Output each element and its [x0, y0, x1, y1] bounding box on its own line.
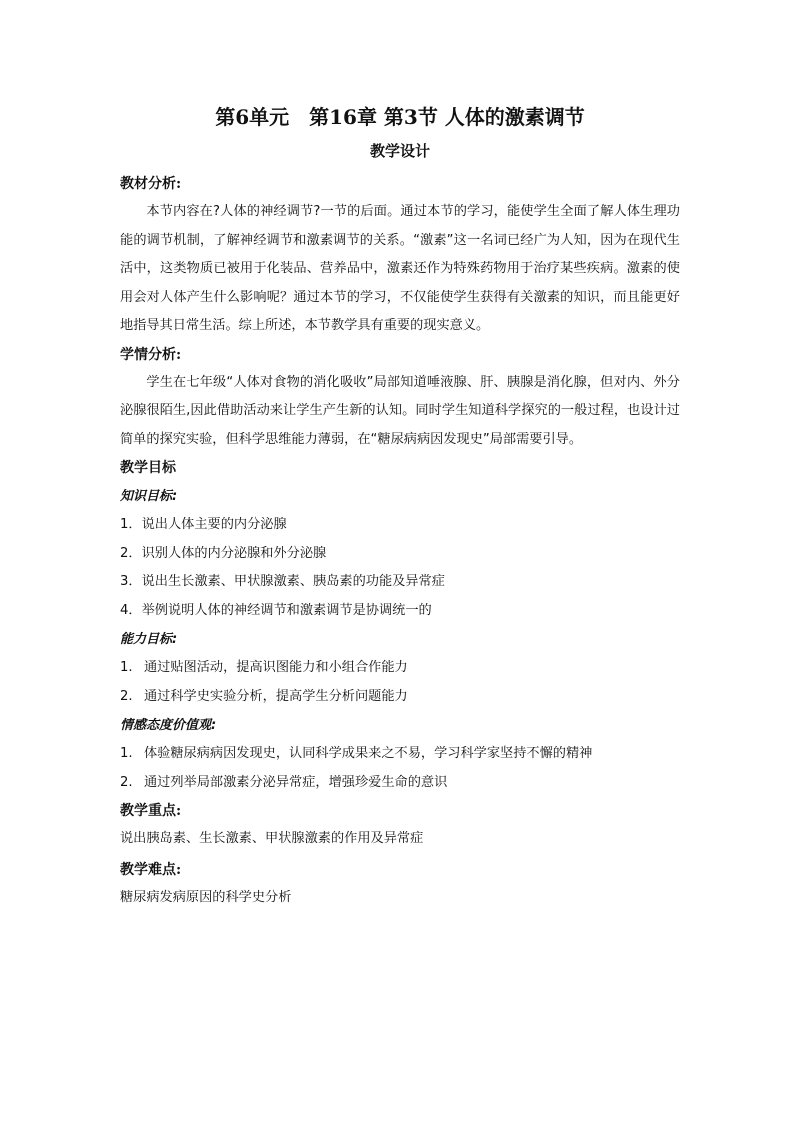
list-item	[120, 740, 680, 769]
list-item: 2．识别人体的内分泌腺和外分泌腺	[120, 545, 327, 561]
list-item: 3．说出生长激素、甲状腺激素、胰岛素的功能及异常症	[120, 574, 445, 589]
list-item: 1．说出人体主要的内分泌腺	[120, 517, 287, 532]
key-points-heading: 教学重点:	[120, 803, 182, 819]
list-item	[120, 683, 680, 712]
list-item: 4．举例说明人体的神经调节和激素调节是协调统一的	[120, 602, 432, 618]
objectives-section	[120, 454, 680, 797]
emotion-objectives-list	[120, 740, 680, 797]
list-item-number: 1.	[120, 746, 133, 761]
learner-analysis-section	[120, 341, 680, 455]
textbook-analysis-section	[120, 170, 680, 341]
difficult-points-heading: 教学难点:	[120, 861, 182, 878]
list-item	[120, 654, 680, 683]
list-item-text: 通过贴图活动，提高识图能力和小组合作能力	[144, 660, 408, 675]
difficult-points-section	[120, 856, 680, 913]
ability-objectives-list	[120, 654, 680, 711]
list-item-text: 通过列举局部激素分泌异常症，增强珍爱生命的意识	[144, 774, 448, 790]
list-item-number: 2.	[120, 688, 133, 704]
list-item-number: 1.	[120, 660, 133, 675]
list-item-number: 2.	[120, 774, 133, 790]
emotion-objectives-heading: 情感态度价值观:	[120, 718, 217, 733]
learner-analysis-paragraph: 学生在七年级“人体对食物的消化吸收”局部知道唾液腺、肝、胰腺是消化腺，但对内、外分泌腺很陌生,因此借助活动来让学生产生新的认知。同时学生知道科学探究的一般过程，也设计过简单的探究实验，但科学思维能力薄弱，在“糖尿病病因发现史”局部需要引导。	[120, 374, 680, 447]
objectives-heading: 教学目标	[120, 460, 176, 476]
key-points-text: 说出胰岛素、生长激素、甲状腺激素的作用及异常症	[120, 831, 424, 846]
textbook-analysis-heading: 教材分析:	[120, 176, 182, 192]
key-points-section	[120, 797, 680, 854]
ability-objectives-heading: 能力目标:	[120, 632, 178, 647]
document-title: 第6单元 第16章 第3节 人体的激素调节	[215, 105, 585, 129]
list-item-text: 通过科学史实验分析，提高学生分析问题能力	[144, 688, 408, 704]
document-subtitle: 教学设计	[369, 142, 430, 160]
knowledge-objectives-list	[120, 511, 680, 625]
difficult-points-text: 糖尿病发病原因的科学史分析	[120, 889, 292, 905]
list-item	[120, 769, 680, 798]
learner-analysis-heading: 学情分析:	[120, 346, 182, 363]
list-item-text: 体验糖尿病病因发现史，认同科学成果来之不易，学习科学家坚持不懈的精神	[144, 746, 593, 761]
knowledge-objectives-heading: 知识目标:	[120, 489, 178, 504]
document-page	[120, 102, 680, 914]
textbook-analysis-paragraph: 本节内容在?人体的神经调节?一节的后面。通过本节的学习，能使学生全面了解人体生理功能的调节机制，了解神经调节和激素调节的关系。“激素”这一名词已经广为人知，因为在现代生活中，这类物质已被用于化装品、营养品中，激素还作为特殊药物用于治疗某些疾病。激素的使用会对人体产生什么影响呢？通过本节的学习，不仅能使学生获得有关激素的知识，而且能更好地指导其日常生活。综上所述，本节教学具有重要的现实意义。	[120, 204, 680, 333]
